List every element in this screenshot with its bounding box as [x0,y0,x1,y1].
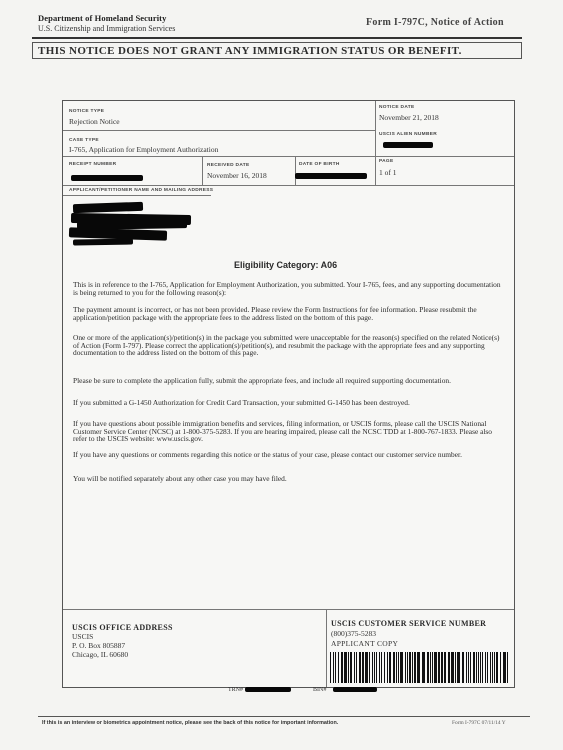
case-type-value: I-765, Application for Employment Authorization [69,145,219,154]
barcode-bar [485,652,486,683]
bottom-rule [38,716,530,717]
paragraph-payment: The payment amount is incorrect, or has not been provided. Please review the Form Instructions for fee information. Please resubmit the application/petition package with the appropriate fees to the address listed on the bottom of this page. [73,305,477,322]
barcode-bar [335,652,336,683]
grid-line [202,156,203,185]
barcode [330,652,508,683]
barcode-bar [396,652,397,683]
barcode-bar [387,652,388,683]
barcode-bar [473,652,475,683]
barcode-bar [434,652,437,683]
grid-line [375,101,376,185]
applicant-copy-label: APPLICANT COPY [331,639,399,648]
department-name: Department of Homeland Security [38,13,167,23]
barcode-bar [341,652,343,683]
barcode-bar [365,652,368,683]
grid-line [63,130,375,131]
barcode-bar [451,652,454,683]
barcode-bar [462,652,464,683]
barcode-bar [409,652,411,683]
redaction-mark [71,175,143,181]
barcode-bar [407,652,408,683]
barcode-bar [490,652,491,683]
barcode-bar [405,652,406,683]
paragraph-contact: If you have any questions or comments regarding this notice or the status of your case, please contact our customer service number. [73,450,462,459]
header-rule [32,37,522,39]
barcode-bar [384,652,385,683]
barcode-bar [398,652,399,683]
barcode-bar [376,652,377,683]
notice-date-value: November 21, 2018 [379,113,439,122]
barcode-bar [362,652,364,683]
barcode-bar [372,652,373,683]
barcode-bar [466,652,467,683]
barcode-bar [417,652,420,683]
bottom-note: If this is an interview or biometrics appointment notice, please see the back of this notice for important information. [42,720,339,726]
barcode-bar [356,652,357,683]
grid-line [63,195,211,196]
barcode-bar [432,652,433,683]
barcode-bar [427,652,429,683]
barcode-bar [354,652,355,683]
barcode-bar [478,652,479,683]
barcode-bar [338,652,339,683]
trn-label: TRN# [228,687,243,693]
barcode-bar [500,652,501,683]
bin-label: BIN# [313,687,327,693]
date-of-birth-label: DATE OF BIRTH [299,162,340,167]
customer-service-label: USCIS CUSTOMER SERVICE NUMBER [331,619,487,628]
office-address-label: USCIS OFFICE ADDRESS [72,623,173,632]
barcode-bar [448,652,450,683]
redaction-mark [383,142,433,148]
notice-type-value: Rejection Notice [69,117,120,126]
barcode-bar [369,652,370,683]
barcode-bar [455,652,456,683]
barcode-bar [503,652,506,683]
barcode-bar [444,652,446,683]
paragraph-other-case: You will be notified separately about any other case you may have filed. [73,474,287,483]
eligibility-category: Eligibility Category: A06 [234,260,338,270]
notice-type-label: NOTICE TYPE [69,109,105,114]
barcode-bar [350,652,352,683]
redaction-mark [73,238,133,245]
paragraph-unacceptable: One or more of the application(s)/petition(s) in the package you submitted were unacceptable for the reason(s) specified on the related Notice(s) of Action (Form I-797). Please correct the application(s)/petition(s), and resubmit the package with the appropriate fees and any supporting documentation to the address listed on the bottom of this page. [73,333,500,358]
alien-number-label: USCIS ALIEN NUMBER [379,132,437,137]
customer-service-number: (800)375-5283 [331,629,376,638]
case-type-label: CASE TYPE [69,138,99,143]
barcode-bar [430,652,431,683]
barcode-bar [359,652,361,683]
received-date-value: November 16, 2018 [207,171,267,180]
barcode-bar [422,652,425,683]
barcode-bar [414,652,416,683]
bottom-form-id: Form I-797C 07/11/14 Y [452,720,506,726]
barcode-bar [330,652,331,683]
barcode-bar [494,652,495,683]
agency-name: U.S. Citizenship and Immigration Services [38,24,176,33]
barcode-bar [379,652,380,683]
barcode-bar [487,652,488,683]
barcode-bar [389,652,391,683]
barcode-bar [457,652,460,683]
barcode-bar [333,652,334,683]
barcode-bar [492,652,493,683]
grid-line [63,156,514,157]
paragraph-reference: This is in reference to the I-765, Application for Employment Authorization, you submitted. Your I-765, fees, and any supporting documentation is being returned to you for the following reason(s): [73,280,501,297]
paragraph-complete: Please be sure to complete the application fully, submit the appropriate fees, and include all required supporting documentation. [73,376,451,385]
redaction-mark [73,202,143,213]
notice-date-label: NOTICE DATE [379,105,415,110]
barcode-bar [496,652,498,683]
page-value: 1 of 1 [379,168,397,177]
redaction-mark [245,687,291,692]
barcode-bar [480,652,481,683]
barcode-bar [476,652,477,683]
footer-column-line [326,609,327,687]
barcode-bar [381,652,382,683]
barcode-bar [374,652,375,683]
barcode-bar [468,652,469,683]
form-title: Form I-797C, Notice of Action [366,17,504,28]
redaction-mark [333,687,377,692]
barcode-bar [393,652,395,683]
disclaimer-banner: THIS NOTICE DOES NOT GRANT ANY IMMIGRATION STATUS OR BENEFIT. [38,45,462,57]
footer-divider [63,609,514,610]
grid-line [295,156,296,185]
receipt-number-label: RECEIPT NUMBER [69,162,117,167]
applicant-address-label: APPLICANT/PETITIONER NAME AND MAILING ADDRESS [69,188,214,193]
notice-box [62,100,515,688]
barcode-bar [412,652,413,683]
paragraph-g1450: If you submitted a G-1450 Authorization for Credit Card Transaction, your submitted G-1450 has been destroyed. [73,398,410,407]
barcode-bar [470,652,471,683]
barcode-bar [348,652,349,683]
grid-line [63,185,514,186]
paragraph-questions: If you have questions about possible immigration benefits and services, filing information, or USCIS forms, please call the USCIS National Customer Service Center (NCSC) at 1-800-375-5283. If you are hearing impaired, please call the NCSC TDD at 1-800-767-1833. Please also refer to the USCIS website: www.uscis.gov. [73,419,492,444]
barcode-bar [482,652,483,683]
barcode-bar [441,652,443,683]
barcode-bar [400,652,403,683]
barcode-bar [438,652,440,683]
office-address: USCIS P. O. Box 805887 Chicago, IL 60680 [72,632,129,659]
redaction-mark [295,173,367,179]
page-label: PAGE [379,159,394,164]
barcode-bar [344,652,347,683]
received-date-label: RECEIVED DATE [207,163,250,168]
barcode-bar [507,652,508,683]
